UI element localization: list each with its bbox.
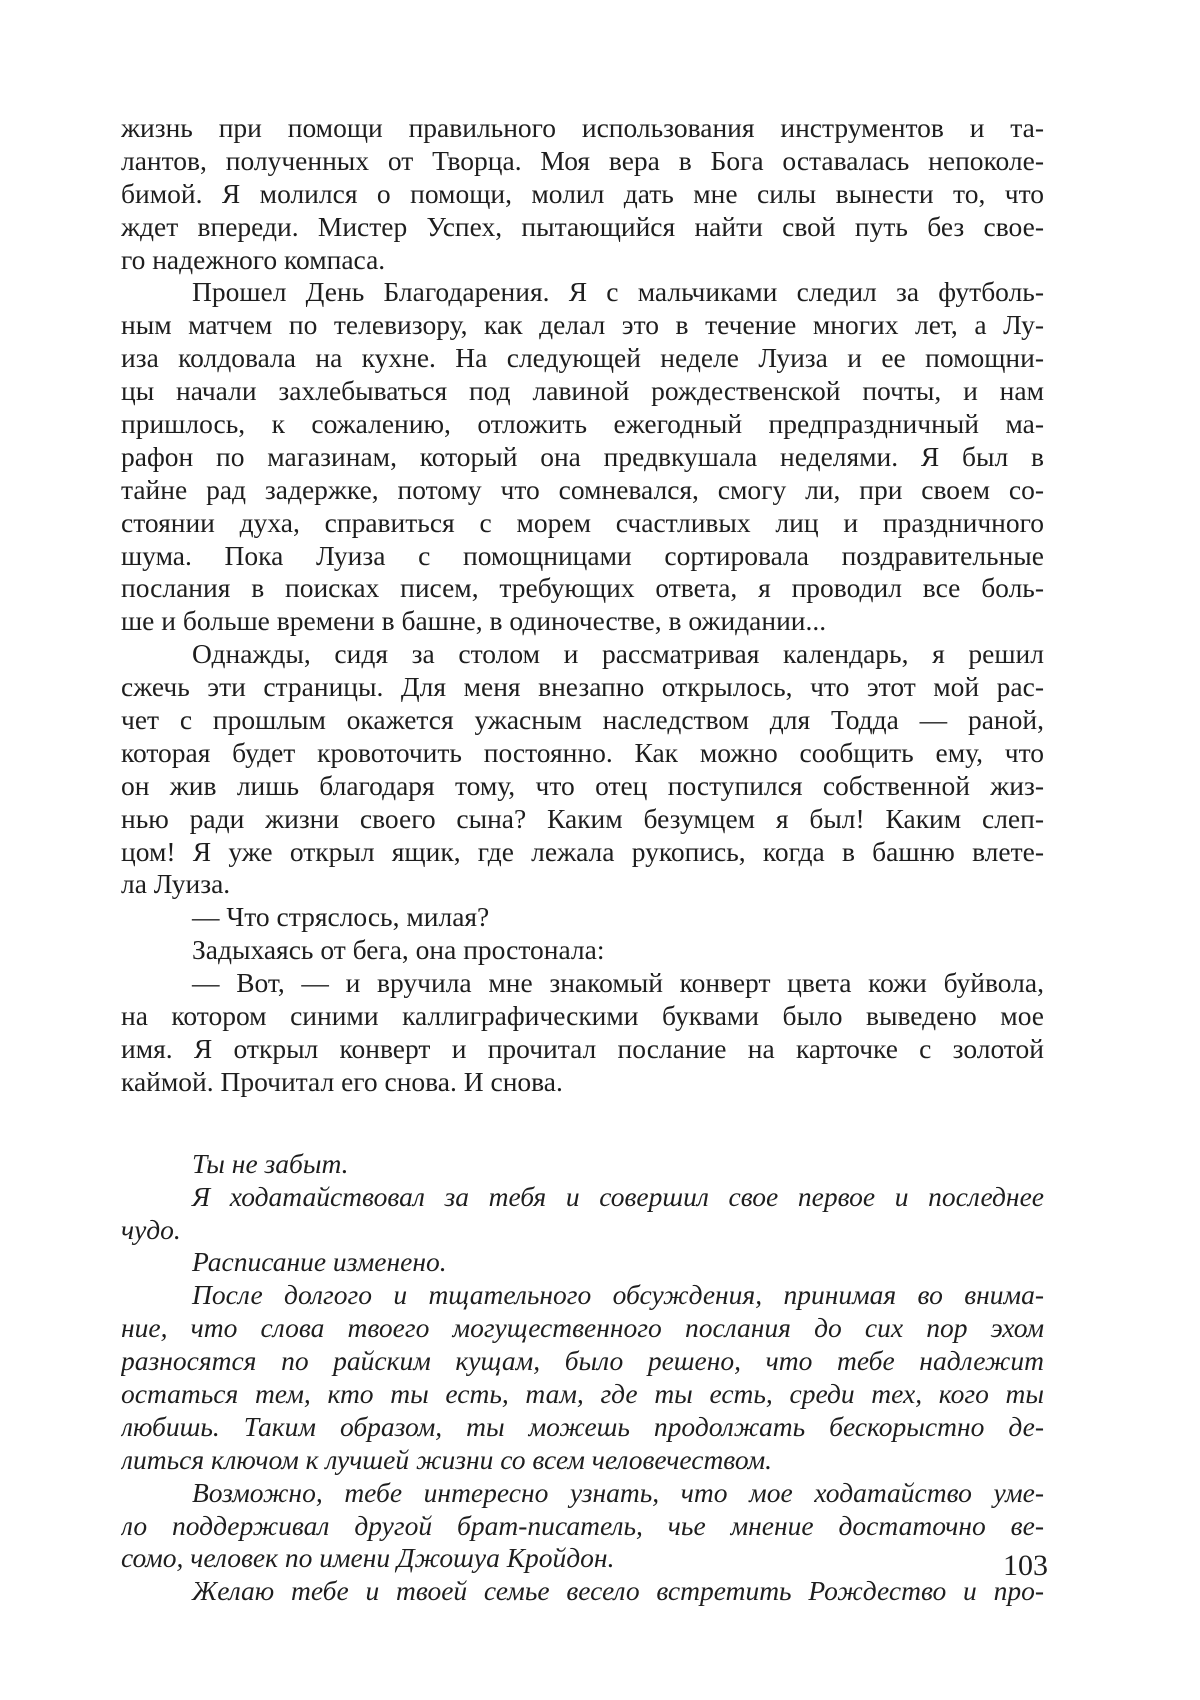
text-line: чет с прошлым окажется ужасным наследством для Тодда — раной, bbox=[121, 704, 1044, 736]
text-line: стоянии духа, справиться с морем счастливых лиц и праздничного bbox=[121, 506, 1044, 538]
text-line: нью ради жизни своего сына? Каким безумцем я был! Каким слеп- bbox=[121, 802, 1044, 834]
text-line: бимой. Я молился о помощи, молил дать мне силы вынести то, что bbox=[121, 177, 1044, 209]
page-number: 103 bbox=[1003, 1549, 1048, 1582]
text-line: имя. Я открыл конверт и прочитал послание на карточке с золотой bbox=[121, 1032, 1044, 1064]
page-text bbox=[121, 112, 1044, 1608]
text-line: тайне рад задержке, потому что сомневался, смогу ли, при своем со- bbox=[121, 473, 1044, 505]
letter-line: Желаю тебе и твоей семье весело встретить Рождество и про- bbox=[192, 1575, 1044, 1607]
text-line: он жив лишь благодаря тому, что отец поступился собственной жиз- bbox=[121, 769, 1044, 801]
text-line: рафон по магазинам, который она предвкушала неделями. Я был в bbox=[121, 440, 1044, 472]
letter-line: сомо, человек по имени Джошуа Кройдон. bbox=[121, 1542, 615, 1574]
text-line: Однажды, сидя за столом и рассматривая календарь, я решил bbox=[192, 638, 1044, 670]
letter-line: литься ключом к лучшей жизни со всем человечеством. bbox=[121, 1443, 773, 1475]
text-line: пришлось, к сожалению, отложить ежегодный предпраздничный ма- bbox=[121, 408, 1044, 440]
text-line: цом! Я уже открыл ящик, где лежала рукопись, когда в башню влете- bbox=[121, 835, 1044, 867]
text-line: жизнь при помощи правильного использования инструментов и та- bbox=[121, 112, 1044, 143]
text-line: ждет впереди. Мистер Успех, пытающийся найти свой путь без свое- bbox=[121, 210, 1044, 242]
text-line: Прошел День Благодарения. Я с мальчиками следил за футболь- bbox=[192, 276, 1044, 308]
text-line: лантов, полученных от Творца. Моя вера в Бога оставалась непоколе- bbox=[121, 144, 1044, 176]
text-line: — Что стряслось, милая? bbox=[192, 901, 490, 933]
text-line: цы начали захлебываться под лавиной рождественской почты, и нам bbox=[121, 375, 1044, 407]
text-line: Задыхаясь от бега, она простонала: bbox=[192, 934, 605, 966]
paragraph-gap bbox=[121, 1099, 1044, 1148]
letter-line: чудо. bbox=[121, 1213, 181, 1245]
text-line: которая будет кровоточить постоянно. Как можно сообщить ему, что bbox=[121, 736, 1044, 768]
letter-line: ло поддерживал другой брат-писатель, чье мнение достаточно ве- bbox=[121, 1509, 1044, 1541]
text-line: — Вот, — и вручила мне знакомый конверт цвета кожи буйвола, bbox=[192, 967, 1044, 999]
text-line: ным матчем по телевизору, как делал это в течение многих лет, а Лу- bbox=[121, 309, 1044, 341]
letter-line: ние, что слова твоего могущественного послания до сих пор эхом bbox=[121, 1312, 1044, 1344]
letter-line: разносятся по райским кущам, было решено, что тебе надлежит bbox=[121, 1345, 1044, 1377]
letter-line: Возможно, тебе интересно узнать, что мое ходатайство уме- bbox=[192, 1476, 1044, 1508]
letter-line: После долгого и тщательного обсуждения, принимая во внима- bbox=[192, 1279, 1044, 1311]
letter-line: любишь. Таким образом, ты можешь продолжать бескорыстно де- bbox=[121, 1410, 1044, 1442]
text-line: на котором синими каллиграфическими буквами было выведено мое bbox=[121, 1000, 1044, 1032]
text-line: сжечь эти страницы. Для меня внезапно открылось, что этот мой рас- bbox=[121, 671, 1044, 703]
letter-line: Расписание изменено. bbox=[192, 1246, 447, 1278]
letter-line: Ты не забыт. bbox=[192, 1147, 349, 1179]
text-line: каймой. Прочитал его снова. И снова. bbox=[121, 1065, 563, 1097]
text-line: ла Луиза. bbox=[121, 868, 231, 900]
letter-line: остаться тем, кто ты есть, там, где ты есть, среди тех, кого ты bbox=[121, 1377, 1044, 1409]
text-line: иза колдовала на кухне. На следующей неделе Луиза и ее помощни- bbox=[121, 342, 1044, 374]
text-line: шума. Пока Луиза с помощницами сортировала поздравительные bbox=[121, 539, 1044, 571]
text-line: послания в поисках писем, требующих ответа, я проводил все боль- bbox=[121, 572, 1044, 604]
letter-line: Я ходатайствовал за тебя и совершил свое первое и последнее bbox=[192, 1180, 1044, 1212]
text-line: ше и больше времени в башне, в одиночестве, в ожидании... bbox=[121, 605, 827, 637]
text-line: го надежного компаса. bbox=[121, 243, 386, 275]
